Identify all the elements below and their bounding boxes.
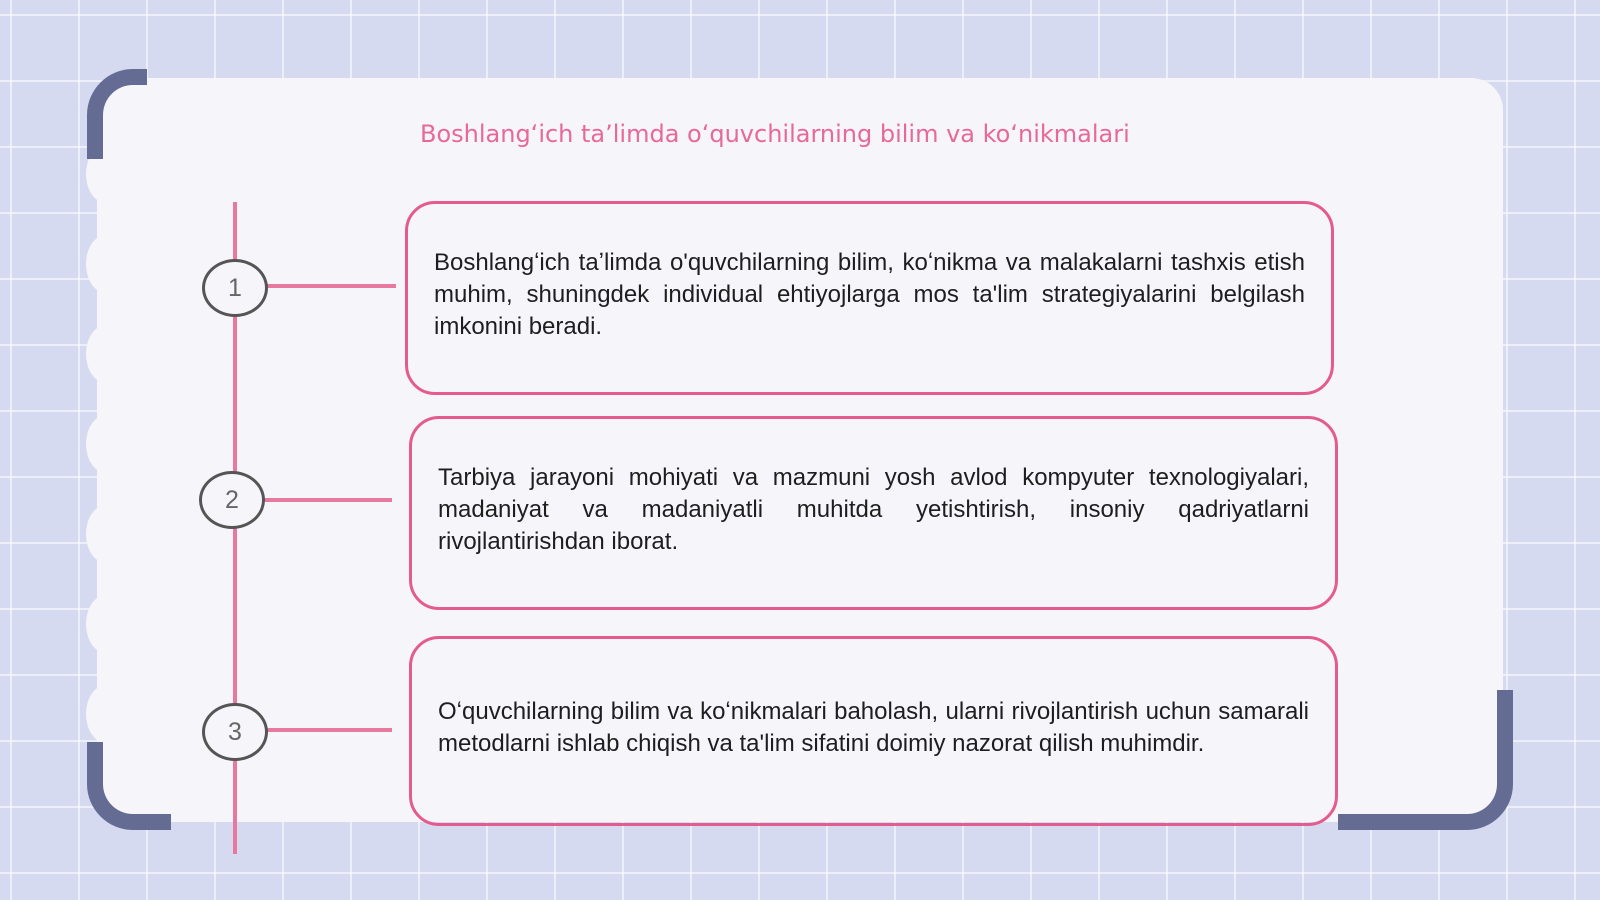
step-1-connector <box>264 284 396 288</box>
card-scallop <box>86 505 126 563</box>
card-scallop <box>86 235 126 293</box>
corner-bracket-bottom-right <box>1338 690 1513 830</box>
corner-bracket-top-left <box>87 69 147 159</box>
step-2-number-circle: 2 <box>199 471 265 529</box>
slide-title: Boshlangʻich taʼlimda oʻquvchilarning bilim va koʻnikmalari <box>420 120 1130 148</box>
step-2-connector <box>262 498 392 502</box>
corner-bracket-bottom-left <box>87 742 171 830</box>
card-scallop <box>86 685 126 743</box>
step-1-card <box>405 201 1334 395</box>
card-scallop <box>86 595 126 653</box>
step-3-number-circle: 3 <box>202 703 268 761</box>
card-scallop <box>86 415 126 473</box>
step-1-number-circle: 1 <box>202 259 268 317</box>
step-3-card <box>409 636 1338 826</box>
step-2-card <box>409 416 1338 610</box>
step-2-text: Tarbiya jarayoni mohiyati va mazmuni yosh avlod kompyuter texnologiyalari, madaniyat va madaniyatli muhitda yetishtirish, insoniy qadriyatlarni rivojlantirishdan iborat. <box>438 464 1309 555</box>
step-3-text: Oʻquvchilarning bilim va koʻnikmalari baholash, ularni rivojlantirish uchun samarali metodlarni ishlab chiqish va ta'lim sifatini doimiy nazorat qilish muhimdir. <box>438 698 1309 757</box>
step-3-connector <box>266 728 392 732</box>
step-1-text: Boshlangʻich taʼlimda o'quvchilarning bilim, koʻnikma va malakalarni tashxis etish muhim, shuningdek individual ehtiyojlarga mos ta'lim strategiyalarini belgilash imkonini beradi. <box>434 249 1305 340</box>
card-scallop <box>86 325 126 383</box>
